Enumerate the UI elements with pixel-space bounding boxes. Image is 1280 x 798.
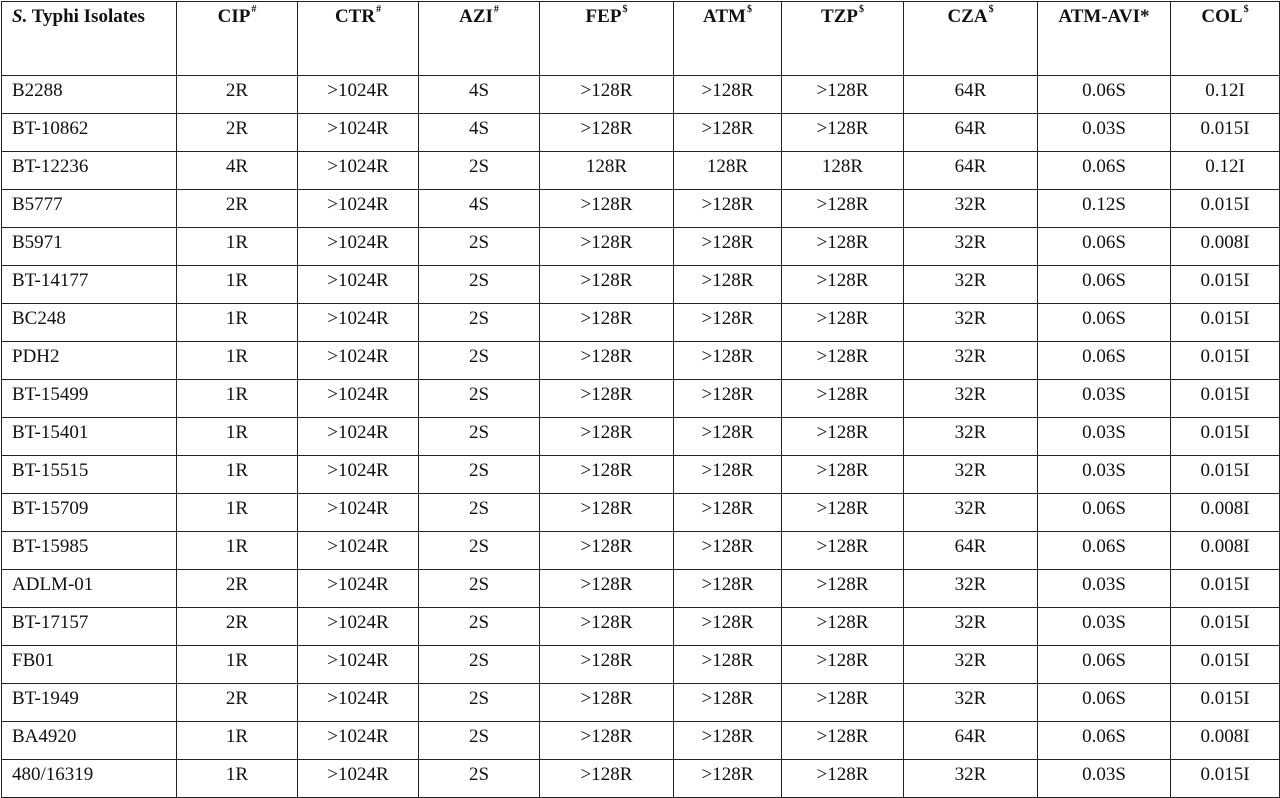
header-label: AZI (459, 6, 493, 27)
isolate-name-cell: BT-15499 (2, 380, 177, 418)
table-cell: 64R (904, 114, 1038, 152)
table-cell: 2S (419, 380, 540, 418)
table-row (2, 228, 1280, 266)
table-cell: 4S (419, 114, 540, 152)
table-cell: >128R (782, 266, 904, 304)
table-row (2, 684, 1280, 722)
table-row (2, 380, 1280, 418)
table-cell: >128R (540, 494, 674, 532)
table-cell: 2S (419, 304, 540, 342)
table-cell: 0.015I (1171, 418, 1280, 456)
header-isolates-italic: S. (12, 6, 28, 27)
table-cell: >128R (782, 608, 904, 646)
table-cell: >128R (540, 570, 674, 608)
table-cell: >128R (540, 190, 674, 228)
table-cell: 2S (419, 342, 540, 380)
header-cza (904, 2, 1038, 76)
table-row (2, 266, 1280, 304)
table-cell: >128R (782, 76, 904, 114)
table-cell: 2S (419, 722, 540, 760)
table-cell: 32R (904, 266, 1038, 304)
table-cell: 1R (177, 456, 298, 494)
table-cell: 0.03S (1038, 380, 1171, 418)
table-cell: >128R (782, 342, 904, 380)
table-cell: >128R (674, 418, 782, 456)
table-cell: 0.06S (1038, 342, 1171, 380)
table-cell: 64R (904, 76, 1038, 114)
table-row (2, 76, 1280, 114)
table-cell: >128R (782, 304, 904, 342)
table-cell: 2S (419, 418, 540, 456)
table-cell: >1024R (298, 684, 419, 722)
table-row (2, 532, 1280, 570)
table-row (2, 760, 1280, 798)
table-cell: 32R (904, 342, 1038, 380)
header-label: CTR (334, 6, 376, 27)
table-cell: 0.03S (1038, 570, 1171, 608)
table-cell: 2R (177, 684, 298, 722)
table-cell: 2R (177, 608, 298, 646)
table-cell: 0.06S (1038, 304, 1171, 342)
table-cell: >128R (674, 684, 782, 722)
header-tzp (782, 2, 904, 76)
table-cell: 0.015I (1171, 266, 1280, 304)
table-cell: 128R (782, 152, 904, 190)
isolate-name-cell: B2288 (2, 76, 177, 114)
table-cell: >128R (782, 114, 904, 152)
table-cell: >128R (540, 684, 674, 722)
isolate-name-cell: BT-10862 (2, 114, 177, 152)
table-cell: 0.03S (1038, 418, 1171, 456)
table-row (2, 114, 1280, 152)
table-cell: >128R (674, 532, 782, 570)
table-cell: >128R (540, 532, 674, 570)
header-footnote-mark: # (376, 4, 382, 15)
table-cell: 0.06S (1038, 266, 1171, 304)
table-row (2, 456, 1280, 494)
header-footnote-mark: $ (858, 4, 864, 15)
table-cell: >1024R (298, 114, 419, 152)
table-cell: >1024R (298, 760, 419, 798)
header-col (1171, 2, 1280, 76)
table-cell: 1R (177, 532, 298, 570)
table-cell: >128R (674, 494, 782, 532)
table-cell: 1R (177, 760, 298, 798)
table-cell: 0.008I (1171, 722, 1280, 760)
isolate-name-cell: BA4920 (2, 722, 177, 760)
table-cell: 0.015I (1171, 114, 1280, 152)
table-cell: >1024R (298, 380, 419, 418)
header-label: CIP (217, 6, 251, 27)
table-cell: 2R (177, 570, 298, 608)
table-cell: 0.12I (1171, 76, 1280, 114)
table-cell: 32R (904, 304, 1038, 342)
table-cell: >128R (540, 76, 674, 114)
table-cell: >128R (782, 456, 904, 494)
table-cell: >128R (674, 380, 782, 418)
table-cell: 1R (177, 494, 298, 532)
isolate-name-cell: BT-15401 (2, 418, 177, 456)
table-cell: >128R (540, 114, 674, 152)
isolate-susceptibility-table (1, 1, 1280, 798)
isolate-name-cell: B5971 (2, 228, 177, 266)
table-cell: 2S (419, 760, 540, 798)
table-cell: >128R (540, 418, 674, 456)
table-cell: >1024R (298, 418, 419, 456)
table-cell: 32R (904, 570, 1038, 608)
table-cell: >128R (674, 114, 782, 152)
header-isolates (2, 2, 177, 76)
table-cell: >1024R (298, 646, 419, 684)
table-row (2, 418, 1280, 456)
table-cell: 1R (177, 342, 298, 380)
table-cell: >128R (674, 342, 782, 380)
isolate-name-cell: BT-14177 (2, 266, 177, 304)
table-cell: 0.06S (1038, 684, 1171, 722)
table-cell: 0.03S (1038, 760, 1171, 798)
table-cell: 2R (177, 76, 298, 114)
table-cell: 0.015I (1171, 646, 1280, 684)
table-cell: 0.008I (1171, 532, 1280, 570)
table-cell: 32R (904, 380, 1038, 418)
table-cell: 0.008I (1171, 228, 1280, 266)
table-row (2, 722, 1280, 760)
table-row (2, 646, 1280, 684)
table-cell: >1024R (298, 570, 419, 608)
table-cell: 2S (419, 152, 540, 190)
table-cell: >128R (782, 722, 904, 760)
table-row (2, 494, 1280, 532)
header-label: ATM-AVI* (1058, 6, 1150, 27)
table-cell: 2S (419, 608, 540, 646)
isolate-name-cell: BT-17157 (2, 608, 177, 646)
table-row (2, 608, 1280, 646)
table-cell: 0.06S (1038, 494, 1171, 532)
table-cell: 1R (177, 266, 298, 304)
table-cell: 32R (904, 228, 1038, 266)
table-cell: 4R (177, 152, 298, 190)
header-row (2, 2, 1280, 76)
table-cell: 64R (904, 152, 1038, 190)
table-cell: >128R (782, 228, 904, 266)
table-cell: >128R (540, 228, 674, 266)
table-cell: 0.12S (1038, 190, 1171, 228)
table-cell: >128R (782, 418, 904, 456)
table-header (2, 2, 1280, 76)
table-cell: >1024R (298, 190, 419, 228)
isolate-name-cell: BT-1949 (2, 684, 177, 722)
table-cell: 2S (419, 228, 540, 266)
header-label: COL (1201, 6, 1243, 27)
table-cell: 2S (419, 570, 540, 608)
table-cell: >1024R (298, 494, 419, 532)
header-label: FEP (585, 6, 622, 27)
table-cell: 2S (419, 684, 540, 722)
table-cell: >128R (782, 380, 904, 418)
isolate-name-cell: B5777 (2, 190, 177, 228)
header-cip (177, 2, 298, 76)
table-cell: >1024R (298, 76, 419, 114)
header-label: CZA (947, 6, 988, 27)
table-cell: >1024R (298, 266, 419, 304)
table-cell: >128R (674, 304, 782, 342)
table-cell: 1R (177, 418, 298, 456)
table-cell: >128R (674, 76, 782, 114)
header-atm (674, 2, 782, 76)
table-cell: 0.015I (1171, 190, 1280, 228)
table-cell: 32R (904, 494, 1038, 532)
table-cell: >128R (540, 608, 674, 646)
table-cell: 0.03S (1038, 608, 1171, 646)
table-cell: 32R (904, 456, 1038, 494)
table-cell: 4S (419, 76, 540, 114)
header-isolates-rest: Typhi Isolates (27, 6, 145, 27)
table-cell: 0.015I (1171, 684, 1280, 722)
table-cell: 1R (177, 722, 298, 760)
table-cell: 0.008I (1171, 494, 1280, 532)
table-cell: >1024R (298, 304, 419, 342)
table-row (2, 190, 1280, 228)
table-cell: >128R (782, 532, 904, 570)
isolate-name-cell: BT-15985 (2, 532, 177, 570)
table-cell: >1024R (298, 152, 419, 190)
header-label: TZP (821, 6, 858, 27)
table-cell: 0.015I (1171, 570, 1280, 608)
table-cell: 0.06S (1038, 646, 1171, 684)
table-cell: >1024R (298, 228, 419, 266)
isolate-name-cell: 480/16319 (2, 760, 177, 798)
table-cell: 2S (419, 456, 540, 494)
table-cell: >128R (674, 570, 782, 608)
header-footnote-mark: $ (988, 4, 994, 15)
table-cell: >128R (674, 646, 782, 684)
table-row (2, 304, 1280, 342)
table-cell: >1024R (298, 456, 419, 494)
table-cell: 2R (177, 190, 298, 228)
isolate-name-cell: BT-15709 (2, 494, 177, 532)
table-cell: >128R (674, 760, 782, 798)
header-ctr (298, 2, 419, 76)
table-cell: 1R (177, 304, 298, 342)
header-footnote-mark: $ (1243, 4, 1249, 15)
table-cell: 0.015I (1171, 760, 1280, 798)
table-cell: 64R (904, 722, 1038, 760)
header-label: ATM (703, 6, 746, 27)
table-cell: >128R (782, 190, 904, 228)
table-cell: 0.015I (1171, 456, 1280, 494)
table-cell: 0.03S (1038, 114, 1171, 152)
header-atm-avi (1038, 2, 1171, 76)
table-row (2, 342, 1280, 380)
isolate-name-cell: BC248 (2, 304, 177, 342)
table-cell: >128R (782, 760, 904, 798)
table-cell: >128R (782, 494, 904, 532)
table-cell: >128R (782, 646, 904, 684)
table-cell: 0.015I (1171, 380, 1280, 418)
table-body (2, 76, 1280, 798)
table-cell: >128R (540, 646, 674, 684)
table-cell: >128R (540, 304, 674, 342)
table-cell: >128R (674, 608, 782, 646)
table-cell: >1024R (298, 532, 419, 570)
table-cell: 0.06S (1038, 76, 1171, 114)
table-cell: >128R (674, 190, 782, 228)
table-row (2, 152, 1280, 190)
header-footnote-mark: $ (746, 4, 752, 15)
table-cell: 32R (904, 418, 1038, 456)
table-cell: >128R (674, 228, 782, 266)
table-cell: 0.015I (1171, 342, 1280, 380)
table-cell: 0.06S (1038, 532, 1171, 570)
table-cell: 0.06S (1038, 152, 1171, 190)
table-cell: 0.015I (1171, 608, 1280, 646)
table-cell: >128R (540, 722, 674, 760)
isolate-name-cell: PDH2 (2, 342, 177, 380)
table-cell: 2R (177, 114, 298, 152)
table-cell: 2S (419, 266, 540, 304)
table-cell: 1R (177, 380, 298, 418)
table-cell: 2S (419, 646, 540, 684)
table-cell: 0.015I (1171, 304, 1280, 342)
table-cell: >128R (540, 266, 674, 304)
table-cell: 32R (904, 190, 1038, 228)
table-cell: 128R (674, 152, 782, 190)
table-cell: >128R (540, 760, 674, 798)
table-cell: 1R (177, 646, 298, 684)
table-cell: >1024R (298, 342, 419, 380)
table-cell: >128R (674, 722, 782, 760)
table-cell: >128R (782, 570, 904, 608)
table-row (2, 570, 1280, 608)
table-cell: 32R (904, 646, 1038, 684)
table-cell: >128R (540, 456, 674, 494)
table-cell: 4S (419, 190, 540, 228)
table-cell: 32R (904, 684, 1038, 722)
header-azi (419, 2, 540, 76)
table-cell: 32R (904, 760, 1038, 798)
header-footnote-mark: # (493, 4, 499, 15)
table-cell: 2S (419, 532, 540, 570)
table-cell: 64R (904, 532, 1038, 570)
table-cell: >128R (674, 456, 782, 494)
table-cell: >128R (540, 342, 674, 380)
table-cell: >1024R (298, 608, 419, 646)
table-cell: 2S (419, 494, 540, 532)
isolate-name-cell: BT-15515 (2, 456, 177, 494)
table-cell: 32R (904, 608, 1038, 646)
isolate-name-cell: FB01 (2, 646, 177, 684)
table-cell: 0.06S (1038, 228, 1171, 266)
table-cell: 0.06S (1038, 722, 1171, 760)
table-cell: >128R (782, 684, 904, 722)
table-cell: >1024R (298, 722, 419, 760)
header-footnote-mark: $ (622, 4, 628, 15)
isolate-name-cell: ADLM-01 (2, 570, 177, 608)
table-cell: 1R (177, 228, 298, 266)
isolate-name-cell: BT-12236 (2, 152, 177, 190)
table-cell: 0.12I (1171, 152, 1280, 190)
table-cell: >128R (540, 380, 674, 418)
table-cell: 0.03S (1038, 456, 1171, 494)
header-footnote-mark: # (251, 4, 257, 15)
header-fep (540, 2, 674, 76)
table-cell: 128R (540, 152, 674, 190)
table-cell: >128R (674, 266, 782, 304)
